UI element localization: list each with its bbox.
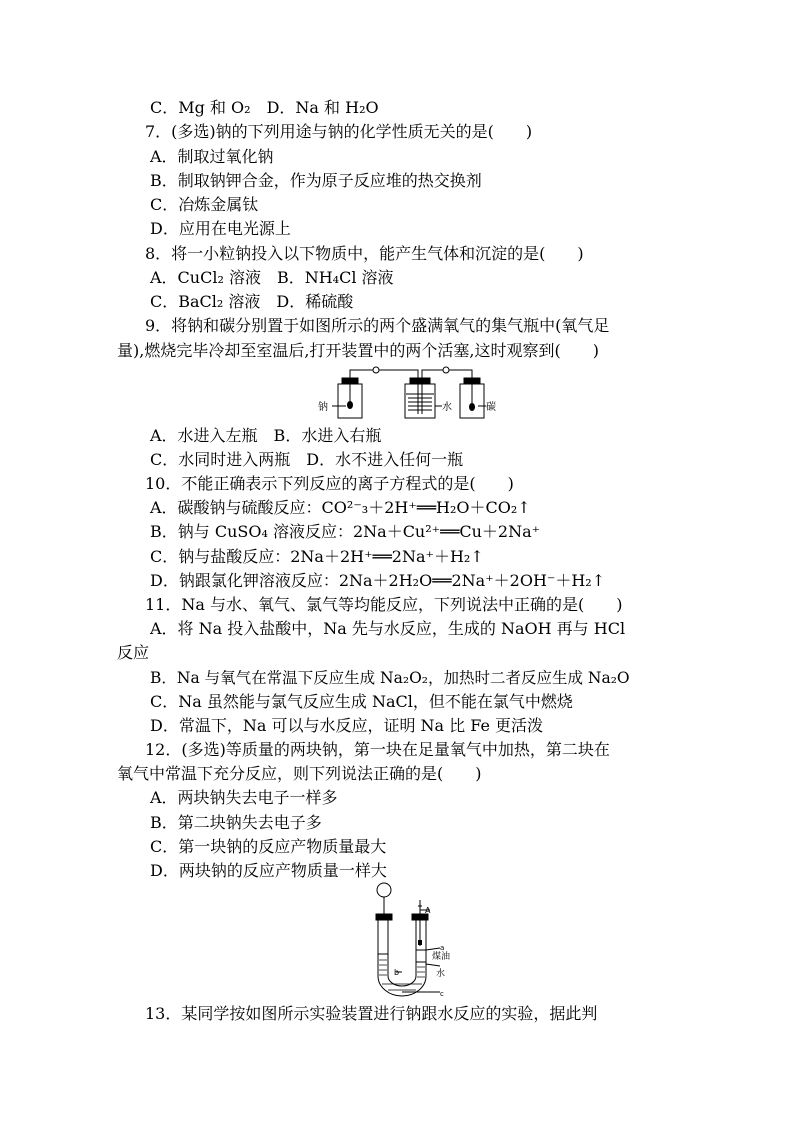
option-line: A．碳酸钠与硫酸反应：CO²⁻₃＋2H⁺══H₂O＋CO₂↑ — [150, 498, 531, 517]
label-sodium: 钠 — [318, 402, 328, 413]
label-kerosene: 煤油 — [432, 952, 451, 962]
option-line-cont: 反应 — [117, 643, 150, 662]
option-line: D．常温下，Na 可以与水反应，证明 Na 比 Fe 更活泼 — [150, 716, 544, 735]
apparatus-bottles-figure — [318, 362, 498, 424]
option-line: B．Na 与氧气在常温下反应生成 Na₂O₂，加热时二者反应生成 Na₂O — [150, 669, 630, 687]
option-line: C．水同时进入两瓶 D．水不进入任何一瓶 — [150, 450, 464, 469]
option-line: A．两块钠失去电子一样多 — [150, 788, 338, 807]
question-10: 10．不能正确表示下列反应的离子方程式的是( ) — [145, 474, 514, 493]
label-carbon: 碳 — [486, 402, 496, 413]
label-b: b — [394, 968, 400, 977]
option-line: D．两块钠的反应产物质量一样大 — [150, 861, 387, 880]
question-8: 8．将一小粒钠投入以下物质中，能产生气体和沉淀的是( ) — [145, 244, 584, 263]
option-line: C．钠与盐酸反应：2Na＋2H⁺══2Na⁺＋H₂↑ — [150, 547, 484, 566]
option-line: C．Na 虽然能与氯气反应生成 NaCl，但不能在氯气中燃烧 — [150, 692, 573, 711]
option-line: B．钠与 CuSO₄ 溶液反应：2Na＋Cu²⁺══Cu＋2Na⁺ — [150, 522, 541, 541]
label-a: a — [440, 944, 445, 952]
option-line: A．将 Na 投入盐酸中，Na 先与水反应，生成的 NaOH 再与 HCl — [150, 619, 626, 638]
text-line: C．Mg 和 O₂ D．Na 和 H₂O — [150, 98, 379, 117]
question-9: 9．将钠和碳分别置于如图所示的两个盛满氧气的集气瓶中(氧气足 — [145, 316, 610, 335]
label-c: c — [440, 990, 444, 998]
option-line: A．水进入左瓶 B．水进入右瓶 — [150, 426, 382, 445]
option-line: C．第一块钠的反应产物质量最大 — [150, 837, 387, 856]
label-water-2: 水 — [436, 969, 446, 979]
apparatus-u-tube-figure — [366, 880, 466, 1002]
question-12-cont: 氧气中常温下充分反应，则下列说法正确的是( ) — [117, 764, 482, 783]
option-line: B．制取钠钾合金，作为原子反应堆的热交换剂 — [150, 171, 482, 190]
option-line: D．应用在电光源上 — [150, 219, 291, 238]
question-7: 7．(多选)钠的下列用途与钠的化学性质无关的是( ) — [145, 122, 533, 141]
option-line: D．钠跟氯化钾溶液反应：2Na＋2H₂O══2Na⁺＋2OH⁻＋H₂↑ — [150, 571, 606, 590]
label-water: 水 — [442, 402, 452, 413]
option-line: A．制取过氧化钠 — [150, 147, 274, 166]
option-line: C．BaCl₂ 溶液 D．稀硫酸 — [150, 292, 354, 311]
option-line: A．CuCl₂ 溶液 B．NH₄Cl 溶液 — [150, 268, 394, 287]
question-13: 13．某同学按如图所示实验装置进行钠跟水反应的实验，据此判 — [145, 1004, 598, 1023]
option-line: C．冶炼金属钛 — [150, 195, 259, 214]
question-11: 11．Na 与水、氧气、氯气等均能反应，下列说法中正确的是( ) — [145, 595, 623, 614]
question-12: 12．(多选)等质量的两块钠，第一块在足量氧气中加热，第二块在 — [145, 740, 610, 759]
question-9-cont: 量),燃烧完毕冷却至室温后,打开装置中的两个活塞,这时观察到( ) — [117, 341, 599, 360]
option-line: B．第二块钠失去电子多 — [150, 813, 322, 832]
label-A: A — [425, 906, 431, 915]
